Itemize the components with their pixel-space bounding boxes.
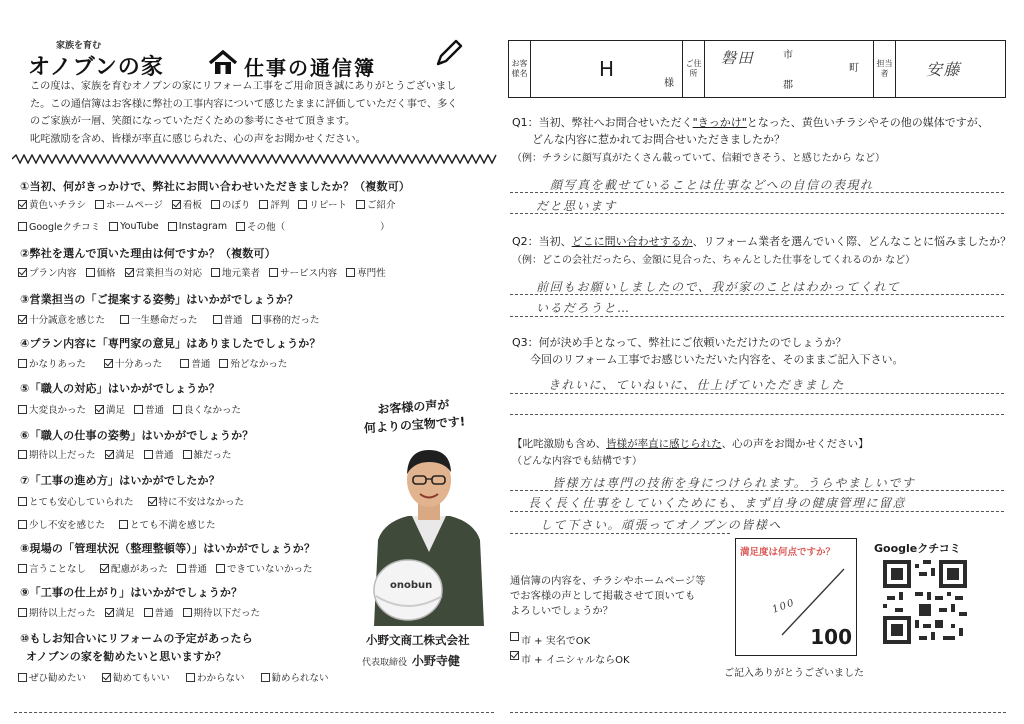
option-label: Googleクチコミ — [29, 222, 101, 233]
staff-cell[interactable] — [896, 41, 1006, 98]
question-9: ⑨「工事の仕上がり」はいかがでしょうか？ — [20, 586, 243, 599]
intro-line: この度は、家族を育むオノブンの家にリフォーム工事をご用命頂き誠にありがとうございまし — [30, 81, 457, 92]
checkbox[interactable] — [211, 268, 220, 277]
satisfaction-box — [735, 538, 857, 656]
option[interactable] — [177, 561, 207, 575]
option-label: 特に不安はなかった — [158, 497, 245, 508]
option[interactable] — [261, 670, 329, 684]
checkbox[interactable] — [148, 497, 157, 506]
option-label: Instagram — [178, 220, 228, 232]
checkbox[interactable] — [18, 268, 27, 277]
option-banner[interactable] — [211, 197, 251, 211]
thanks-text: ご記入ありがとうございました — [724, 668, 864, 679]
option[interactable] — [18, 402, 86, 416]
checkbox[interactable] — [298, 200, 307, 209]
answer-line — [510, 213, 1004, 214]
option-label: 普通 — [154, 608, 174, 619]
option-label: 勧めてもいい — [113, 673, 171, 684]
option-plan[interactable] — [18, 265, 77, 279]
checkbox[interactable] — [252, 315, 261, 324]
option[interactable] — [173, 402, 241, 416]
intro-line: た。この通信簿はお客様に弊社の工事内容について感じたままに評価していただく事で、多く — [30, 98, 458, 110]
answer-line — [510, 294, 1004, 295]
options-row — [18, 265, 395, 279]
q3-line2: 今回のリフォーム工事でお感じいただいた内容を、そのままご記入下さい。 — [530, 353, 904, 366]
county-unit: 郡 — [783, 80, 793, 91]
option-label: 営業担当の対応 — [135, 268, 203, 279]
option-label: 十分あった — [114, 359, 163, 370]
checkbox[interactable] — [356, 200, 365, 209]
bottom-divider — [510, 712, 1006, 713]
checkbox[interactable] — [109, 222, 118, 231]
option-label: 殆どなかった — [230, 359, 288, 370]
checkbox[interactable] — [261, 673, 270, 682]
checkbox[interactable] — [219, 359, 228, 368]
q1-answer-line: だと思います — [536, 199, 618, 213]
qr-code-icon[interactable] — [883, 560, 967, 644]
free-key: 皆様が率直に感じられた — [606, 438, 722, 450]
page-title: 仕事の通信簿 — [244, 56, 376, 80]
options-row — [18, 312, 329, 326]
option-instagram[interactable] — [168, 219, 227, 233]
customer-label: お客様名 — [509, 41, 531, 98]
options-row — [18, 402, 250, 416]
brand-name: オノブンの家 — [28, 55, 164, 80]
options-row — [18, 605, 269, 619]
option-label: プラン内容 — [29, 268, 77, 279]
option-label: 期待以上だった — [29, 608, 96, 619]
answer-line — [510, 192, 1004, 193]
option[interactable] — [144, 447, 174, 461]
option-label: YouTube — [120, 220, 159, 232]
checkbox[interactable] — [168, 222, 177, 231]
options-row — [18, 517, 225, 531]
option[interactable] — [119, 517, 216, 531]
ceo-name: 小野寺健 — [411, 654, 460, 668]
pencil-icon — [434, 38, 464, 68]
permission-line: 通信簿の内容を、チラシやホームページ等 — [510, 575, 706, 587]
checkbox[interactable] — [18, 315, 27, 324]
option-label: 黄色いチラシ — [29, 200, 87, 211]
option-label: 普通 — [223, 315, 243, 326]
option-label: のぼり — [221, 200, 251, 211]
option[interactable] — [216, 561, 313, 575]
checkbox[interactable] — [144, 450, 153, 459]
q2-key: どこに問い合わせするか — [571, 235, 693, 248]
checkbox[interactable] — [18, 497, 27, 506]
q3-answer-line: きれいに、ていねいに、仕上げていただきました — [548, 378, 846, 392]
free-answer-line: 皆様方は専門の技術を身につけられます。うらやましいです — [552, 476, 916, 490]
speech-line: 何よりの宝物です! — [363, 414, 466, 436]
speech-line: お客様の声が — [376, 397, 450, 417]
option-label: 普通 — [145, 405, 165, 416]
option-label: 市 + イニシャルならOK — [521, 655, 630, 666]
option-homepage[interactable] — [95, 197, 163, 211]
option-label: 事務的だった — [262, 315, 320, 326]
checkbox[interactable] — [100, 564, 109, 573]
brand-tagline: 家族を育む — [56, 41, 102, 51]
checkbox[interactable] — [104, 359, 113, 368]
free-line2: （どんな内容でも結構です） — [512, 456, 642, 467]
free-prefix: 【叱咤激励も含め、 — [512, 438, 607, 450]
checkbox[interactable] — [119, 520, 128, 529]
question-6: ⑥「職人の仕事の姿勢」はいかがでしょうか？ — [20, 429, 254, 442]
option[interactable] — [100, 561, 168, 575]
option-service[interactable] — [269, 265, 337, 279]
answer-line — [510, 490, 1004, 491]
q1-example: （例：チラシに顔写真がたくさん載っていて、信頼できそう、と感じたから など） — [512, 153, 885, 164]
options-row — [18, 356, 296, 370]
checkbox[interactable] — [144, 608, 153, 617]
q2-example: （例：どこの会社だったら、金額に見合った、ちゃんとした仕事をしてくれるのか など） — [512, 255, 916, 266]
option-label: 十分誠意を感じた — [29, 315, 106, 326]
satisfaction-label: 満足度は何点ですか？ — [740, 547, 836, 558]
ceo-photo — [368, 440, 490, 626]
checkbox[interactable] — [216, 564, 225, 573]
checkbox[interactable] — [18, 359, 27, 368]
free-answer-line: 長く長く仕事をしていくためにも、まず自身の健康管理に留意 — [528, 496, 907, 510]
checkbox[interactable] — [269, 268, 278, 277]
checkbox[interactable] — [18, 222, 27, 231]
ceo-title: 代表取締役 — [362, 658, 408, 668]
q2-answer-line: いるだろうと… — [536, 301, 631, 315]
option-youtube[interactable] — [109, 219, 159, 233]
checkbox[interactable] — [183, 608, 192, 617]
checkbox[interactable] — [346, 268, 355, 277]
option-label: 一生懸命だった — [131, 315, 198, 326]
option-label: ホームページ — [106, 200, 163, 211]
option[interactable] — [219, 356, 287, 370]
option[interactable] — [18, 494, 134, 508]
option-other[interactable] — [236, 219, 390, 233]
zigzag-divider — [12, 154, 498, 164]
option-label: 満足 — [115, 450, 135, 461]
option-price[interactable] — [86, 265, 116, 279]
checkbox[interactable] — [173, 405, 182, 414]
question-3: ③営業担当の「ご提案する姿勢」はいかがでしょうか？ — [20, 293, 299, 306]
company-name: 小野文商工株式会社 — [366, 633, 470, 647]
checkbox[interactable] — [102, 673, 111, 682]
city-unit: 市 — [783, 50, 793, 61]
option-label: 市 + 実名でOK — [521, 636, 591, 647]
permission-line: でお客様の声として掲載させて頂いても — [510, 590, 696, 602]
question-10-line2: オノブンの家を勧めたいと思いますか？ — [26, 650, 227, 663]
checkbox[interactable] — [86, 268, 95, 277]
checkbox[interactable] — [18, 608, 27, 617]
option-label: 少し不安を感じた — [29, 520, 106, 531]
intro-text — [30, 78, 500, 148]
option-google[interactable] — [18, 219, 100, 233]
question-4: ④プラン内容に「専門家の意見」はありましたでしょうか？ — [20, 337, 321, 350]
option[interactable] — [120, 312, 198, 326]
checkbox[interactable] — [18, 564, 27, 573]
option-label: 価格 — [96, 268, 116, 279]
checkbox[interactable] — [510, 632, 519, 641]
address-handwritten: 磐田 — [721, 49, 755, 67]
option-label: 普通 — [191, 359, 211, 370]
option-label: かなりあった — [29, 359, 86, 370]
option-label: できていないかった — [226, 564, 313, 575]
ceo-line — [362, 652, 460, 669]
option[interactable] — [18, 447, 96, 461]
options-row — [18, 561, 321, 575]
option-signboard[interactable] — [172, 197, 202, 211]
score-handwritten: 100 — [770, 597, 797, 616]
option[interactable] — [134, 402, 164, 416]
answer-line — [510, 393, 1004, 394]
option-label: 普通 — [187, 564, 207, 575]
option-label: 勧められない — [271, 673, 329, 684]
answer-line — [510, 533, 730, 534]
free-suffix: 、心の声をお聞かせください】 — [721, 438, 869, 450]
answer-line — [510, 316, 1004, 317]
free-title — [512, 436, 869, 451]
option[interactable] — [144, 605, 174, 619]
option[interactable] — [102, 670, 170, 684]
checkbox[interactable] — [95, 200, 104, 209]
checkbox[interactable] — [105, 450, 114, 459]
q1-key: "きっかけ" — [692, 116, 747, 129]
option-yellow-flyer[interactable] — [18, 197, 86, 211]
option-label: 普通 — [154, 450, 174, 461]
option-label: その他（ ） — [247, 222, 390, 233]
option-local[interactable] — [211, 265, 260, 279]
checkbox[interactable] — [177, 564, 186, 573]
checkbox[interactable] — [186, 673, 195, 682]
option-label: ご紹介 — [367, 200, 396, 211]
option[interactable] — [18, 561, 86, 575]
bottom-divider — [14, 712, 494, 713]
options-row — [18, 197, 405, 211]
option-label: 雑だった — [193, 450, 232, 461]
option-label: 評判 — [270, 200, 290, 211]
checkbox[interactable] — [18, 405, 27, 414]
score-value: 100 — [810, 625, 852, 649]
honorific: 様 — [664, 78, 674, 89]
option-label: 言うことなし — [29, 564, 87, 575]
option[interactable] — [183, 447, 232, 461]
checkbox[interactable] — [125, 268, 134, 277]
option[interactable] — [213, 312, 243, 326]
options-row — [18, 494, 253, 508]
option-label: 期待以上だった — [29, 450, 96, 461]
checkbox[interactable] — [18, 200, 27, 209]
option[interactable] — [95, 402, 125, 416]
checkbox[interactable] — [105, 608, 114, 617]
staff-label: 担当者 — [874, 41, 896, 98]
answer-line — [510, 511, 1004, 512]
options-row — [18, 670, 338, 684]
option[interactable] — [252, 312, 320, 326]
option-expertise[interactable] — [346, 265, 386, 279]
address-cell[interactable] — [705, 41, 874, 98]
option[interactable] — [148, 494, 245, 508]
option-label: 専門性 — [357, 268, 386, 279]
option[interactable] — [18, 312, 105, 326]
options-row — [18, 219, 399, 233]
helmet-logo-text: onobun — [390, 580, 433, 591]
option-label: 配慮があった — [111, 564, 168, 575]
free-answer-line: して下さい。頑張ってオノブンの皆様へ — [540, 518, 782, 532]
option-label: とても安心していられた — [29, 497, 134, 508]
checkbox[interactable] — [180, 359, 189, 368]
permission-option[interactable] — [510, 632, 590, 647]
checkbox[interactable] — [18, 450, 27, 459]
option[interactable] — [18, 605, 96, 619]
q2-suffix: 、リフォーム業者を選んでいく際、どんなことに悩みましたか？ — [692, 235, 1012, 248]
option-label: 満足 — [106, 405, 126, 416]
question-2: ②弊社を選んで頂いた理由は何ですか？（複数可） — [20, 247, 276, 260]
options-row — [18, 447, 241, 461]
option[interactable] — [104, 356, 162, 370]
checkbox[interactable] — [259, 200, 268, 209]
option[interactable] — [18, 356, 86, 370]
q1-line2: どんな内容に惹かれてお問合せいただきましたか？ — [532, 133, 785, 146]
option-label: とても不満を感じた — [130, 520, 216, 531]
intro-line: 叱咤激励を含め、皆様が率直に感じられた、心の声をお聞かせください。 — [30, 133, 366, 145]
permission-option[interactable] — [510, 651, 630, 666]
answer-line — [510, 414, 1004, 415]
option[interactable] — [105, 447, 135, 461]
option-label: 良くなかった — [184, 405, 242, 416]
option[interactable] — [186, 670, 245, 684]
checkbox[interactable] — [95, 405, 104, 414]
option-reputation[interactable] — [259, 197, 289, 211]
q3-title: Q3：何が決め手となって、弊社にご依頼いただけたのでしょうか？ — [512, 336, 847, 349]
option[interactable] — [183, 605, 261, 619]
checkbox[interactable] — [211, 200, 220, 209]
house-icon — [208, 50, 238, 76]
option[interactable] — [180, 356, 210, 370]
checkbox[interactable] — [510, 651, 519, 660]
q1-prefix: Q1：当初、弊社へお問合せいただく — [512, 116, 693, 129]
q2-answer-line: 前回もお願いしましたので、我が家のことはわかってくれて — [536, 280, 901, 294]
checkbox[interactable] — [134, 405, 143, 414]
permission-text — [510, 574, 705, 619]
option-referral[interactable] — [356, 197, 396, 211]
option-sales-response[interactable] — [125, 265, 203, 279]
question-10: ⑩もしお知合いにリフォームの予定があったら — [20, 632, 253, 645]
option-label: サービス内容 — [280, 268, 338, 279]
option-label: 満足 — [115, 608, 135, 619]
option[interactable] — [105, 605, 135, 619]
option-label: わからない — [197, 673, 245, 684]
q2-prefix: Q2：当初、 — [512, 235, 572, 248]
option-label: 看板 — [182, 200, 202, 211]
checkbox[interactable] — [236, 222, 245, 231]
option[interactable] — [18, 670, 86, 684]
question-8: ⑧現場の「管理状況（整理整頓等）」はいかがでしょうか？ — [20, 542, 316, 555]
address-label: ご住所 — [683, 41, 705, 98]
permission-line: よろしいでしょうか？ — [510, 605, 613, 617]
google-label: Googleクチコミ — [874, 542, 961, 555]
question-7: ⑦「工事の進め方」はいかがでしたか？ — [20, 474, 220, 487]
town-unit: 町 — [849, 63, 859, 74]
option-label: 大変良かった — [29, 405, 87, 416]
option[interactable] — [18, 517, 105, 531]
intro-line: のご家族が一層、笑顔になっていただくための参考にさせて頂きます。 — [30, 116, 356, 127]
option-label: 期待以下だった — [193, 608, 261, 619]
checkbox[interactable] — [120, 315, 129, 324]
q1-title — [512, 114, 989, 130]
checkbox[interactable] — [18, 520, 27, 529]
q1-suffix: となった、黄色いチラシやその他の媒体ですが、 — [746, 116, 989, 129]
question-1: ①当初、何がきっかけで、弊社にお問い合わせいただきましたか？（複数可） — [20, 180, 411, 193]
option-repeat[interactable] — [298, 197, 347, 211]
checkbox[interactable] — [18, 673, 27, 682]
q2-title — [512, 233, 1011, 249]
question-5: ⑤「職人の対応」はいかがでしょうか？ — [20, 382, 220, 395]
checkbox[interactable] — [183, 450, 192, 459]
option-label: 地元業者 — [222, 268, 261, 279]
customer-name: H — [598, 57, 615, 81]
customer-info-table — [508, 40, 1006, 98]
checkbox[interactable] — [172, 200, 181, 209]
staff-handwritten: 安藤 — [926, 60, 962, 79]
option-label: リピート — [309, 200, 347, 211]
option-label: ぜひ勧めたい — [29, 673, 87, 684]
customer-name-cell[interactable] — [531, 41, 683, 98]
checkbox[interactable] — [213, 315, 222, 324]
q1-answer-line: 顔写真を載せていることは仕事などへの自信の表現れ — [550, 178, 874, 192]
